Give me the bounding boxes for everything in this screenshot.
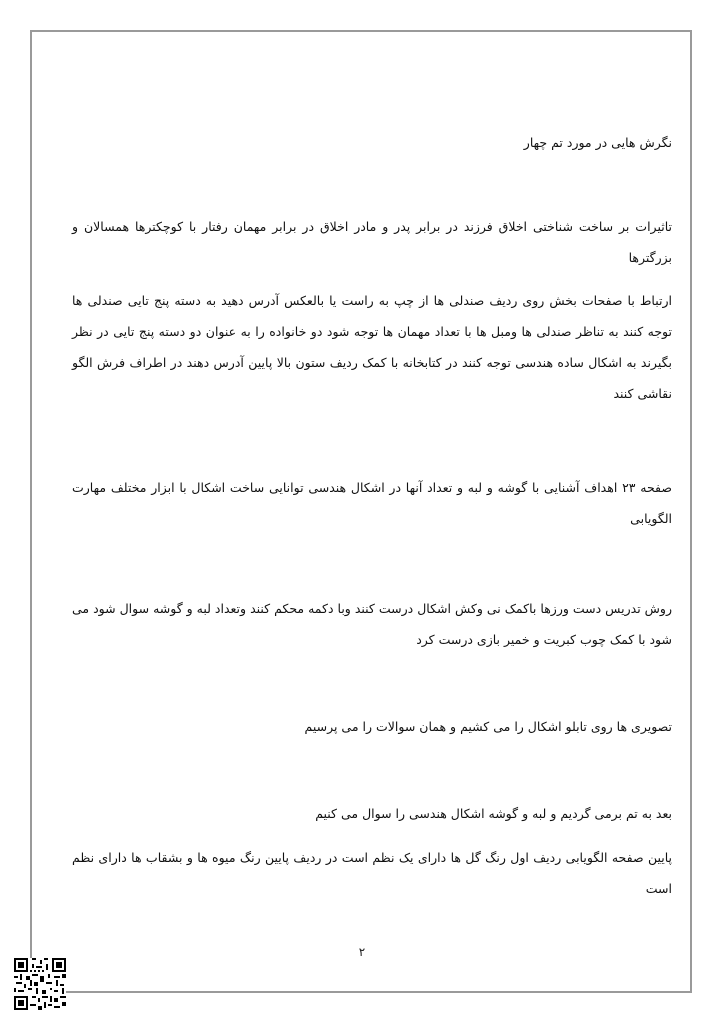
paragraph-pictures: تصویری ها روی تابلو اشکال را می کشیم و همان سوالات را می پرسیم xyxy=(304,719,672,734)
heading-paragraph: نگرش هایی در مورد تم چهار xyxy=(523,135,672,150)
page-number: ۲ xyxy=(358,945,366,959)
paragraph-teaching-method: روش تدریس دست ورزها باکمک نی وکش اشکال درست کنند وبا دکمه محکم کنند وتعداد لبه و گوشه سوال شود می شود با کمک چوب کبریت و خمیر بازی درست کرد xyxy=(72,601,672,647)
paragraph-return-to-theme: بعد به تم برمی گردیم و لبه و گوشه اشکال هندسی را سوال می کنیم xyxy=(315,806,672,821)
qr-code-icon xyxy=(14,958,66,1010)
paragraph-connection: ارتباط با صفحات بخش روی ردیف صندلی ها از چپ به راست یا بالعکس آدرس دهید به دسته پنج تایی صندلی ها توجه کنند به تناظر صندلی ها ومبل ها با تعداد مهمان ها توجه شود دو خانواده را به عنوان دو دسته پنج تایی در نظر بگیرند به اشکال ساده هندسی توجه کنند در کتابخانه با کمک ردیف ستون بالا پایین آدرس دهند در اطراف فرش الگو نقاشی کنند xyxy=(72,293,672,401)
paragraph-pattern: پایین صفحه الگویابی ردیف اول رنگ گل ها دارای یک نظم است در ردیف پایین رنگ میوه ها و بشقاب ها دارای نظم است xyxy=(72,850,672,896)
paragraph-page-23-goals: صفحه ۲۳ اهداف آشنایی با گوشه و لبه و تعداد آنها در اشکال هندسی توانایی ساخت اشکال با ابزار مختلف مهارت الگویابی xyxy=(72,480,672,526)
paragraph-ethics: تاثیرات بر ساخت شناختی اخلاق فرزند در برابر پدر و مادر اخلاق در برابر مهمان رفتار با کوچکترها همسالان و بزرگترها xyxy=(72,219,672,265)
